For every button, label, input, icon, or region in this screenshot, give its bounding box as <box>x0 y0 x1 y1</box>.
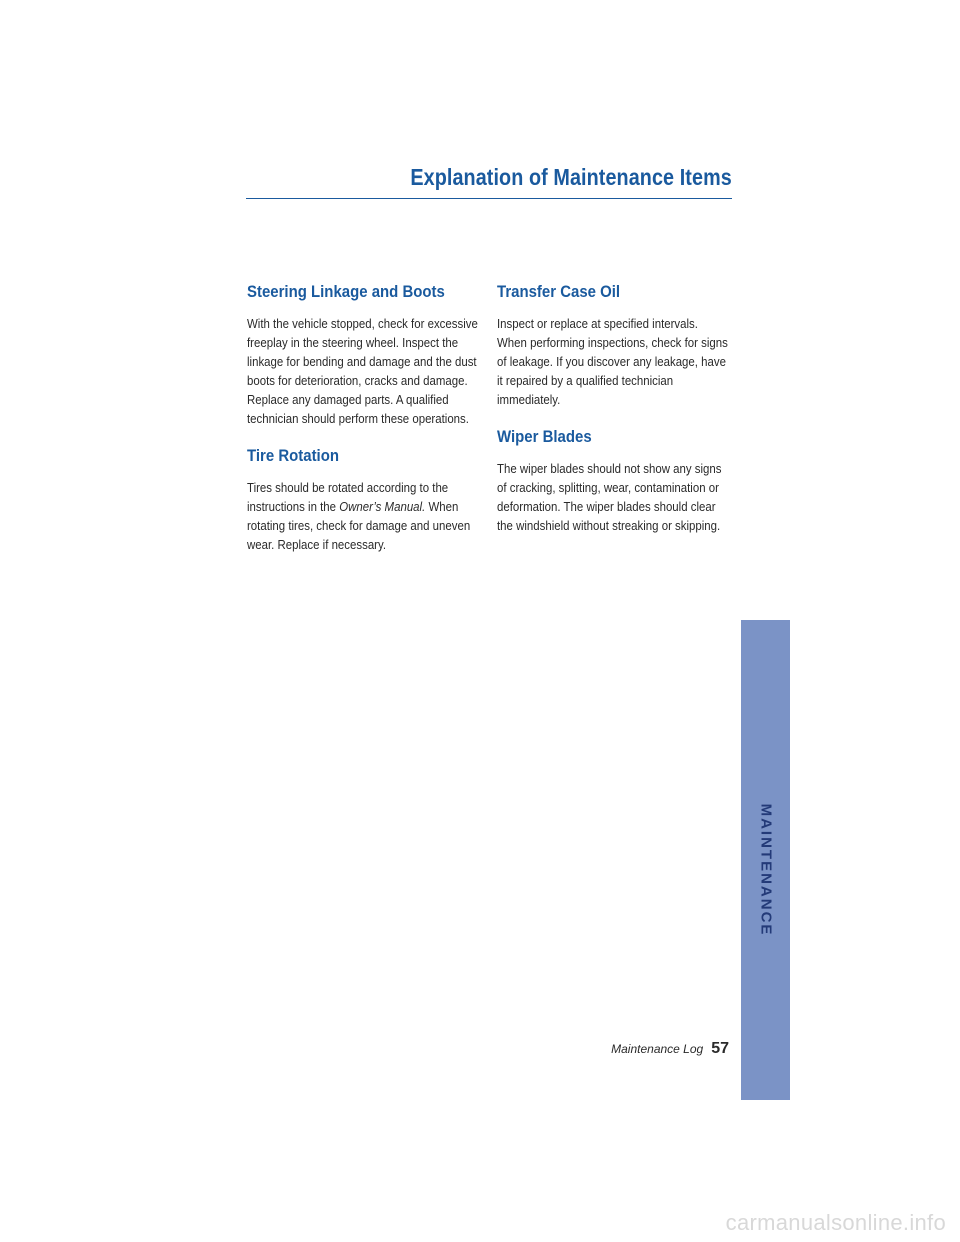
section-heading-tire-rotation: Tire Rotation <box>247 446 339 465</box>
page-footer <box>611 1040 729 1058</box>
section-heading-wiper-blades: Wiper Blades <box>497 427 592 446</box>
side-tab-label: MAINTENANCE <box>757 803 774 937</box>
maintenance-side-tab <box>741 620 790 1100</box>
owners-manual-reference: Owner’s Manual. <box>339 499 426 514</box>
section-body-steering-linkage: With the vehicle stopped, check for excessive freeplay in the steering wheel. Inspect the linkage for bending and damage and the dust boots for deterioration, cracks and damage. Replace any damaged parts. A qualified technician should perform these operations. <box>247 316 478 426</box>
section-body-tire-rotation <box>247 478 479 554</box>
watermark: carmanualsonline.info <box>725 1210 946 1235</box>
section-heading-steering-linkage: Steering Linkage and Boots <box>247 282 445 301</box>
page-title: Explanation of Maintenance Items <box>410 164 732 190</box>
section-heading-transfer-case-oil: Transfer Case Oil <box>497 282 621 301</box>
tire-rotation-text-end: When rotating tires, check for damage and uneven wear. Replace if necessary. <box>247 499 471 552</box>
page-number: 57 <box>711 1040 729 1057</box>
page-header <box>246 164 732 199</box>
footer-label: Maintenance Log <box>611 1042 704 1056</box>
tire-rotation-text-start: Tires should be rotated according to the instructions in the <box>247 480 449 514</box>
left-column <box>247 282 479 572</box>
right-column <box>497 282 729 553</box>
section-body-transfer-case-oil: Inspect or replace at specified intervals. When performing inspections, check for signs of leakage. If you discover any leakage, have it repaired by a qualified technician immediately. <box>497 316 728 407</box>
section-body-wiper-blades: The wiper blades should not show any signs of cracking, splitting, wear, contamination or deformation. The wiper blades should clear the windshield without streaking or skipping. <box>497 461 722 533</box>
